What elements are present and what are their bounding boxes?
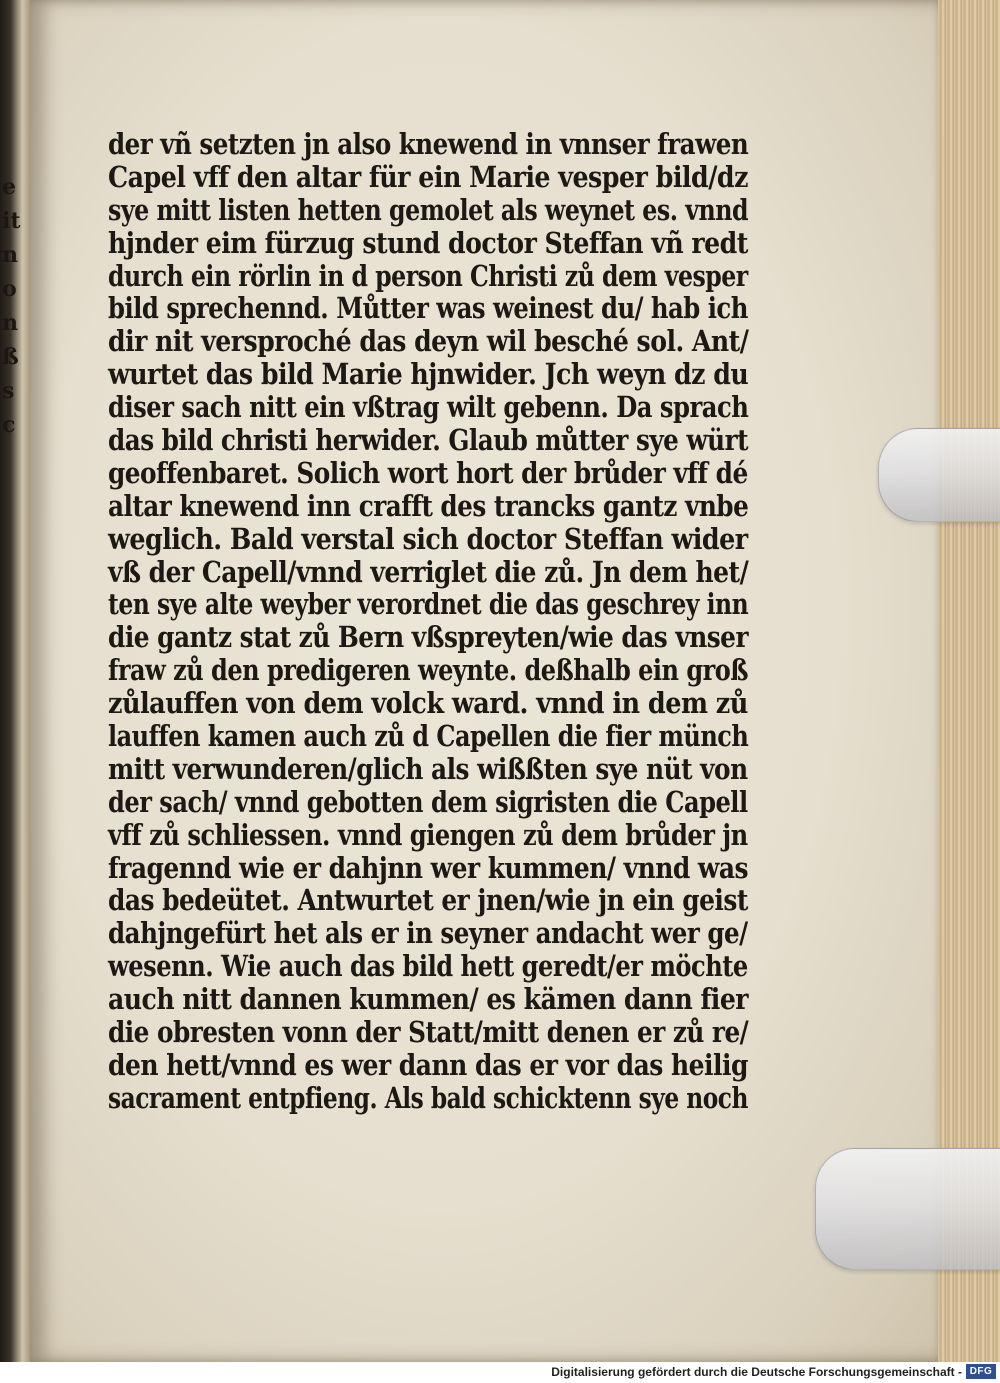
text-line: weglich. Bald verstal sich doctor Steffan wider: [108, 521, 748, 556]
page-clip-top: [878, 428, 1000, 522]
text-line: wesenn. Wie auch das bild hett geredt/er möchte: [108, 949, 748, 984]
left-letter: n: [2, 242, 18, 268]
text-line: Capel vff den altar für ein Marie vesper bild/dz: [108, 159, 748, 194]
left-page-edge: [0, 0, 30, 1362]
text-line: vß der Capell/vnnd verriglet die zů. Jn dem het/: [108, 554, 749, 589]
left-letter: it: [2, 208, 21, 234]
text-line: fragennd wie er dahjnn wer kummen/ vnnd was: [108, 850, 749, 885]
text-line: bild sprechennd. Můtter was weinest du/ hab ich: [108, 291, 748, 326]
footer-bar: [0, 1362, 1000, 1383]
text-line: sacrament entpfieng. Als bald schicktenn sye noch: [108, 1080, 748, 1115]
left-letter: e: [2, 174, 16, 200]
text-line: lauffen kamen auch zů d Capellen die fier münch: [108, 719, 749, 754]
left-letter: n: [2, 310, 18, 336]
page-clip-bottom: [815, 1148, 1000, 1270]
text-line: das bild christi herwider. Glaub můtter sye würt: [108, 423, 748, 458]
text-line: den hett/vnnd es wer dann das er vor das heilig: [108, 1047, 748, 1082]
text-line: mitt verwunderen/glich als wißßten sye nüt von: [108, 751, 748, 786]
text-line: der sach/ vnnd gebotten dem sigristen die Capell: [108, 784, 748, 819]
text-line: die obresten vonn der Statt/mitt denen er zů re/: [108, 1015, 749, 1050]
text-line: geoffenbaret. Solich wort hort der brůder vff dé: [108, 455, 748, 490]
text-line: das bedeütet. Antwurtet er jnen/wie jn ein geist: [108, 883, 748, 918]
text-line: fraw zů den predigeren weynte. deßhalb ein groß: [108, 653, 749, 688]
blackletter-text-block: [108, 128, 748, 1115]
text-line: vff zů schliessen. vnnd giengen zů dem brůder jn: [108, 817, 748, 852]
left-page-letters: [2, 170, 24, 442]
text-line: hjnder eim fürzug stund doctor Steffan vñ redt: [108, 225, 748, 260]
text-line: auch nitt dannen kummen/ es kämen dann fier: [108, 982, 749, 1017]
text-line: wurtet das bild Marie hjnwider. Jch weyn dz du: [108, 357, 749, 392]
text-line: diser sach nitt ein vßtrag wilt gebenn. Da sprach: [108, 390, 749, 425]
left-letter: ß: [2, 344, 19, 370]
left-letter: s: [2, 378, 15, 404]
text-line: altar knewend inn crafft des trancks gantz vnbe: [108, 488, 749, 523]
left-letter: o: [2, 276, 17, 302]
text-line: sye mitt listen hetten gemolet als weynet es. vnnd: [108, 192, 749, 227]
text-line: zůlauffen von dem volck ward. vnnd in dem zů: [108, 686, 748, 721]
text-line: durch ein rörlin in d person Christi zů dem vesper: [108, 258, 748, 293]
text-line: ten sye alte weyber verordnet die das geschrey inn: [108, 587, 749, 622]
text-line: der vñ setzten jn also knewend in vnnser frawen: [108, 127, 749, 161]
text-line: dir nit versproché das deyn wil besché sol. Ant/: [108, 324, 749, 359]
text-line: dahjngefürt het als er in seyner andacht wer ge/: [108, 916, 748, 951]
text-line: die gantz stat zů Bern vßspreyten/wie das vnser: [108, 620, 749, 655]
left-letter: c: [2, 412, 16, 438]
dfg-logo: DFG: [966, 1364, 996, 1379]
funding-notice: Digitalisierung gefördert durch die Deutsche Forschungsgemeinschaft -: [551, 1365, 962, 1379]
